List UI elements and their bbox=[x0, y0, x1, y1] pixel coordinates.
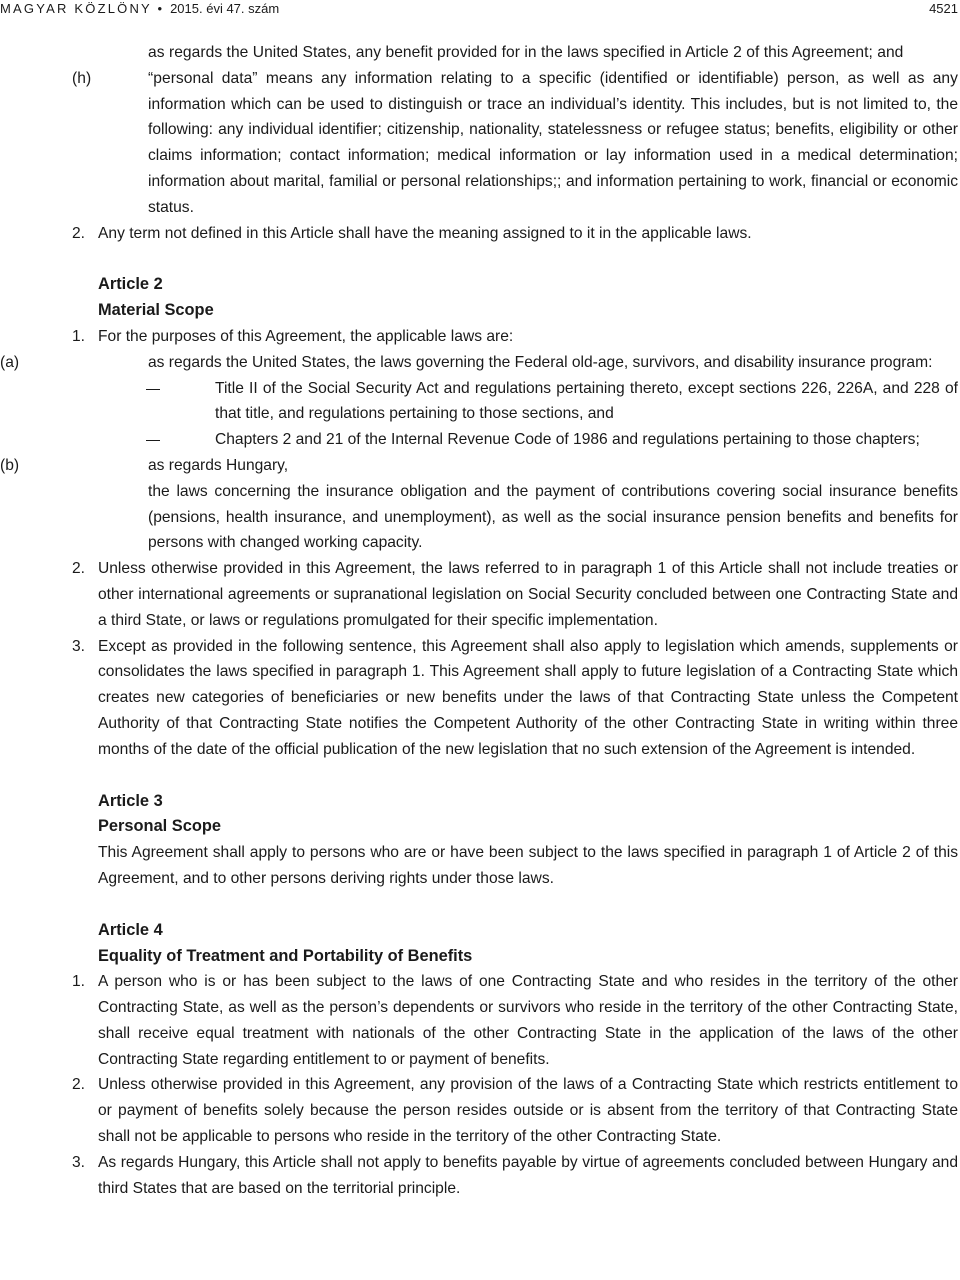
dash-item-text: Title II of the Social Security Act and regulations pertaining thereto, except sections 226, 226A, and 228 of that title, and regulations pertaining to those sections, and bbox=[215, 379, 958, 423]
article2-dash-item-2 bbox=[0, 427, 958, 453]
page-number: 4521 bbox=[929, 1, 958, 16]
article4-paragraph-3 bbox=[0, 1150, 958, 1202]
item-h-text-part1: “personal data” means any information relating to a specific (identified or identifiable) person, as well as any information which can be used to distinguish or trace an individual’s identity. bbox=[148, 69, 958, 113]
item-h-text-part2: This includes, but is not limited to, the following: any individual identifier; citizenship, nationality, statelessness or refugee status; benefits, eligibility or other claims information; contact information; medical information or lay information used in a medical determination; information about marital, familial or personal relationships;; and information pertaining to work, financial or economic status. bbox=[148, 95, 958, 216]
item-b-continuation-text: the laws concerning the insurance obligation and the payment of contributions covering social insurance benefits (pensions, health insurance, and unemployment), as well as the social insurance pension benefits and benefits for persons with changed working capacity. bbox=[148, 482, 958, 552]
article2-dash-item-1 bbox=[0, 376, 958, 428]
paragraph-text: Unless otherwise provided in this Agreement, any provision of the laws of a Contracting State which restricts entitlement to or payment of benefits solely because the person resides outside or is absent from the territory of that Contracting State shall not be applicable to persons who reside in the territory of the other Contracting State. bbox=[98, 1076, 958, 1146]
item-b-label: (b) bbox=[0, 456, 20, 474]
paragraph-text: A person who is or has been subject to the laws of one Contracting State and who resides in the territory of the other Contracting State, as well as the person’s dependents or survivors who reside in the territory of the other Contracting State, shall receive equal treatment with nationals of the other Contracting State in the application of the laws of the other Contracting State regarding entitlement to or payment of benefits. bbox=[98, 973, 958, 1068]
article3-text: This Agreement shall apply to persons who are or have been subject to the laws specified in paragraph 1 of Article 2 of this Agreement, and to other persons deriving rights under those laws. bbox=[98, 844, 958, 887]
page-header bbox=[0, 0, 960, 22]
article2-paragraph-2 bbox=[0, 556, 958, 633]
article2-paragraph-3 bbox=[0, 634, 958, 763]
paragraph-text: Except as provided in the following sentence, this Agreement shall also apply to legislation which amends, supplements or consolidates the laws specified in paragraph 1. This Agreement shall apply to future legislation of a Contracting State which creates new categories of beneficiaries or new benefits under the laws of that Contracting State unless the Competent Authority of that Contracting State notifies the Competent Authority of the other Contracting State in writing within three months of the date of the official publication of the new legislation that no such extension of the Agreement is intended. bbox=[98, 637, 958, 758]
article3-body bbox=[98, 840, 958, 892]
document-body bbox=[0, 40, 958, 1201]
issue-number: 2015. évi 47. szám bbox=[170, 1, 280, 16]
article3-title: Article 3 bbox=[98, 791, 163, 810]
article4-paragraph-1 bbox=[0, 969, 958, 1072]
article2-paragraph-1 bbox=[0, 324, 958, 350]
article3-subtitle: Personal Scope bbox=[98, 817, 221, 836]
dash-marker bbox=[146, 440, 160, 441]
paragraph-text: Any term not defined in this Article shall have the meaning assigned to it in the applicable laws. bbox=[98, 224, 752, 242]
article2-item-a bbox=[0, 350, 958, 376]
paragraph-label: 1. bbox=[72, 327, 86, 345]
paragraph-label: 3. bbox=[72, 637, 86, 655]
article2-item-b bbox=[0, 453, 958, 479]
paragraph-label: 2. bbox=[72, 1076, 86, 1094]
paragraph-label: 1. bbox=[72, 973, 86, 991]
article1-paragraph-2 bbox=[0, 221, 958, 247]
dash-marker bbox=[146, 389, 160, 390]
item-g-text: as regards the United States, any benefit provided for in the laws specified in Article 2 of this Agreement; and bbox=[148, 44, 904, 61]
paragraph-text: For the purposes of this Agreement, the applicable laws are: bbox=[98, 327, 514, 345]
article4-subtitle: Equality of Treatment and Portability of Benefits bbox=[98, 946, 473, 965]
paragraph-label: 2. bbox=[72, 224, 86, 242]
article1-item-g bbox=[148, 40, 958, 66]
paragraph-label: 2. bbox=[72, 560, 86, 578]
paragraph-label: 3. bbox=[72, 1153, 86, 1171]
dash-item-text: Chapters 2 and 21 of the Internal Revenue Code of 1986 and regulations pertaining to those chapters; bbox=[215, 431, 920, 449]
item-h-label: (h) bbox=[72, 69, 92, 87]
bullet-separator: • bbox=[157, 1, 165, 16]
item-b-text: as regards Hungary, bbox=[148, 456, 289, 474]
article1-item-h bbox=[0, 66, 958, 221]
journal-name: MAGYAR KÖZLÖNY bbox=[0, 1, 152, 16]
paragraph-text: As regards Hungary, this Article shall not apply to benefits payable by virtue of agreements concluded between Hungary and third States that are based on the territorial principle. bbox=[98, 1153, 958, 1197]
item-a-label: (a) bbox=[0, 353, 20, 371]
article2-subtitle: Material Scope bbox=[98, 301, 214, 320]
article4-title: Article 4 bbox=[98, 920, 163, 939]
article4-paragraph-2 bbox=[0, 1072, 958, 1149]
article2-item-b-continuation bbox=[148, 479, 958, 556]
running-head bbox=[0, 0, 279, 18]
item-a-text: as regards the United States, the laws governing the Federal old-age, survivors, and disability insurance program: bbox=[148, 353, 933, 371]
article2-title: Article 2 bbox=[98, 275, 163, 294]
paragraph-text: Unless otherwise provided in this Agreement, the laws referred to in paragraph 1 of this Article shall not include treaties or other international agreements or supranational legislation on Social Security concluded between one Contracting State and a third State, or laws or regulations promulgated for their specific implementation. bbox=[98, 560, 958, 629]
